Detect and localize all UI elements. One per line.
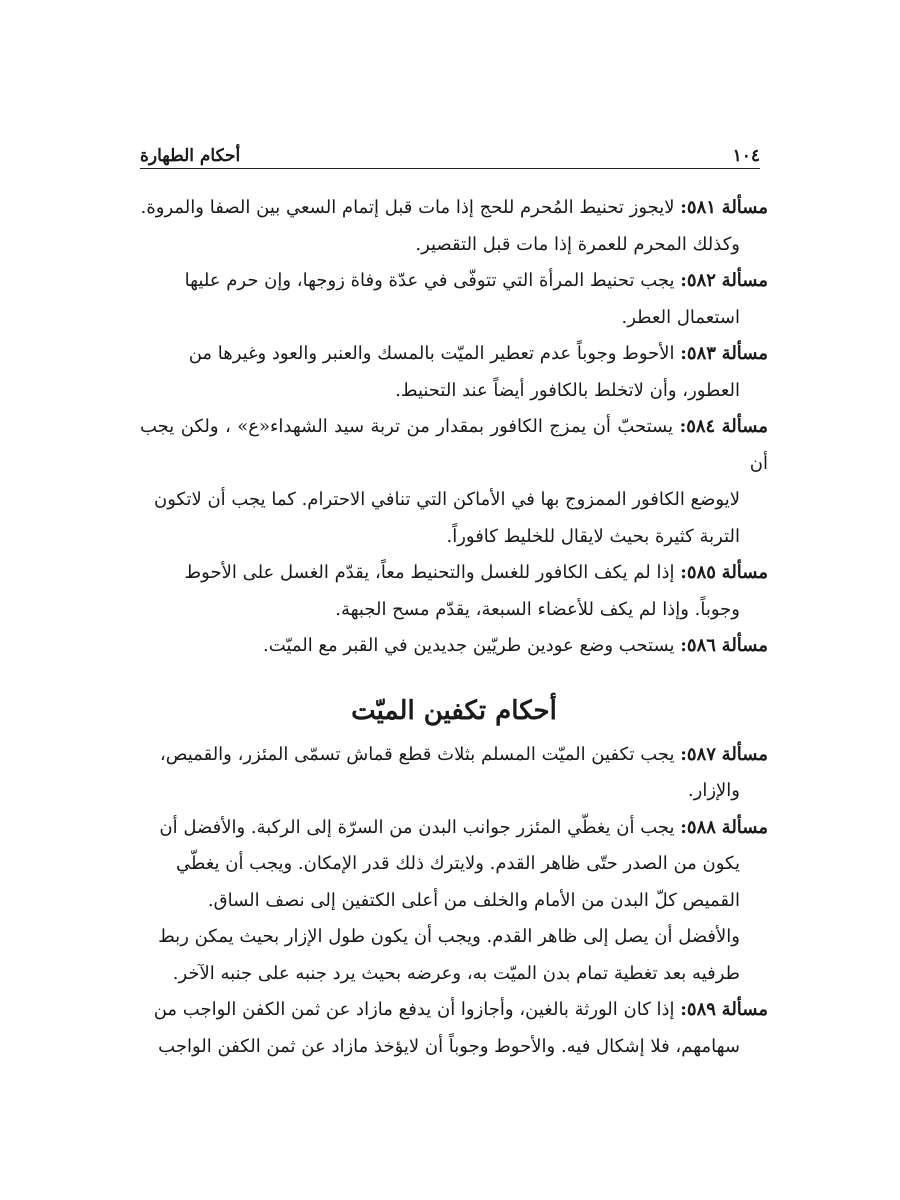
issue-first-line <box>140 409 768 482</box>
issue-text: سهامهم، فلا إشكال فيه. والأحوط وجوباً أن لايؤخذ مازاد عن ثمن الكفن الواجب <box>158 1035 740 1057</box>
page-body <box>140 190 768 1065</box>
issue-label: مسألة <box>721 816 768 838</box>
issue-number: ٥٨٨: <box>680 816 716 838</box>
issue-585 <box>140 555 768 628</box>
issue-text: يستحب وضع عودين طريّين جديدين في القبر مع الميّت. <box>262 635 675 656</box>
issue-number: ٥٨٢: <box>680 270 716 291</box>
issue-text: إذا كان الورثة بالغين، وأجازوا أن يدفع مازاد عن ثمن الكفن الواجب من <box>153 999 675 1020</box>
issue-text: لايجوز تحنيط المُحرم للحج إذا مات قبل إتمام السعي بين الصفا والمروة. <box>140 197 675 218</box>
issue-first-line <box>140 810 768 847</box>
issue-number: ٥٨٣: <box>680 343 716 364</box>
issue-text: القميص كلّ البدن من الأمام والخلف من أعلى الكتفين إلى نصف الساق. <box>207 889 740 911</box>
issue-589 <box>140 992 768 1065</box>
issue-582 <box>140 263 768 336</box>
issue-text: لايوضع الكافور الممزوج بها في الأماكن التي تنافي الاحترام. كما يجب أن لاتكون <box>153 489 740 510</box>
issue-first-line <box>140 190 768 227</box>
issue-584 <box>140 409 768 555</box>
issue-number: ٥٨٩: <box>680 999 716 1020</box>
issue-number: ٥٨٥: <box>680 562 716 583</box>
issue-text: إذا لم يكف الكافور للغسل والتحنيط معاً، يقدّم الغسل على الأحوط <box>184 562 675 583</box>
issue-first-line <box>140 628 768 665</box>
issue-text: يكون من الصدر حتّى ظاهر القدم. ولايترك ذلك قدر الإمكان. ويجب أن يغطّي <box>176 853 740 874</box>
running-header <box>140 138 760 166</box>
issue-text: الأحوط وجوباً عدم تعطير الميّت بالمسك والعنبر والعود وغيرها من <box>188 343 675 364</box>
issue-number: ٥٨٤: <box>679 416 716 437</box>
issue-text: وجوباً. وإذا لم يكف للأعضاء السبعة، يقدّم مسح الجبهة. <box>335 598 740 620</box>
header-rule <box>140 168 760 169</box>
issue-label: مسألة <box>721 999 768 1020</box>
issue-583 <box>140 336 768 409</box>
issue-text: يجب أن يغطّي المئزر جوانب البدن من السرّة إلى الركبة. والأفضل أن <box>159 816 675 838</box>
issue-text: يستحبّ أن يمزج الكافور بمقدار من تربة سيد الشهداء«ع» ، ولكن يجب أن <box>140 416 768 474</box>
issue-label: مسألة <box>721 416 768 437</box>
issue-first-line <box>140 263 768 300</box>
issue-text: العطور، وأن لاتخلط بالكافور أيضاً عند التحنيط. <box>395 379 740 401</box>
issue-number: ٥٨٦: <box>680 635 716 656</box>
issue-text: وكذلك المحرم للعمرة إذا مات قبل التقصير. <box>415 233 740 255</box>
issue-text: يجب تحنيط المرأة التي تتوفّى في عدّة وفاة زوجها، وإن حرم عليها <box>184 270 675 291</box>
issue-number: ٥٨٧: <box>680 743 716 765</box>
issue-586 <box>140 628 768 665</box>
issue-text: استعمال العطر. <box>621 306 740 328</box>
issue-label: مسألة <box>721 343 768 364</box>
issue-588 <box>140 810 768 993</box>
issue-587 <box>140 737 768 810</box>
issue-label: مسألة <box>721 743 768 765</box>
issue-text: طرفيه بعد تغطية تمام بدن الميّت به، وعرضه بحيث يرد جنبه على جنبه الآخر. <box>172 962 740 984</box>
issue-first-line <box>140 737 768 774</box>
issue-text: يجب تكفين الميّت المسلم بثلاث قطع قماش تسمّى المئزر، والقميص، <box>159 743 675 765</box>
issue-text: والأفضل أن يصل إلى ظاهر القدم. ويجب أن يكون طول الإزار بحيث يمكن ربط <box>158 926 740 947</box>
issue-label: مسألة <box>721 270 768 291</box>
running-title: أحكام الطهارة <box>140 146 241 166</box>
issue-label: مسألة <box>721 197 768 218</box>
issue-first-line <box>140 336 768 373</box>
issue-first-line <box>140 555 768 592</box>
section-heading: أحكام تكفين الميّت <box>351 695 557 726</box>
issue-text: التربة كثيرة بحيث لايقال للخليط كافوراً. <box>446 525 740 547</box>
issue-text: والإزار. <box>687 780 740 801</box>
issue-label: مسألة <box>721 562 768 583</box>
issue-581 <box>140 190 768 263</box>
issue-label: مسألة <box>721 635 768 656</box>
issue-number: ٥٨١: <box>680 197 716 218</box>
issue-first-line <box>140 992 768 1029</box>
page-number: ١٠٤ <box>732 146 760 166</box>
